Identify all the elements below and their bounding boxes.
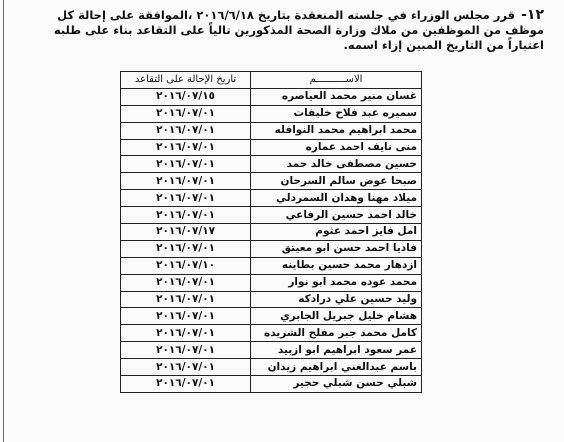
resolution-text [24, 8, 544, 53]
table-row [121, 291, 422, 308]
retirement-date: ٢٠١٦/٠٧/٠١ [121, 240, 251, 257]
table-row [121, 240, 422, 257]
retirement-date: ٢٠١٦/٠٧/٠١ [121, 173, 251, 190]
retirement-date: ٢٠١٦/٠٧/٠١ [121, 376, 251, 393]
employee-name: باسم عبدالغني ابراهيم زيدان [251, 359, 422, 376]
page-left-border [3, 0, 4, 442]
employee-name: فاديا احمد حسن ابو معيتق [251, 240, 422, 257]
employee-name: عمر سعود ابراهيم ابو ازبيد [251, 342, 422, 359]
table-row [121, 190, 422, 207]
employee-name: ازدهار محمد حسين بطاينه [251, 257, 422, 274]
table-row [121, 376, 422, 393]
retirement-date: ٢٠١٦/٠٧/٠١ [121, 190, 251, 207]
retirement-date: ٢٠١٦/٠٧/١٠ [121, 257, 251, 274]
retirement-date: ٢٠١٦/٠٧/٠١ [121, 122, 251, 139]
retirement-date: ٢٠١٦/٠٧/٠١ [121, 105, 251, 122]
retirement-date: ٢٠١٦/٠٧/٠١ [121, 325, 251, 342]
employee-name: كامل محمد جبر مفلح الشريده [251, 325, 422, 342]
employee-name: سميره عبد فلاح خليفات [251, 105, 422, 122]
retirement-date: ٢٠١٦/٠٧/١٧ [121, 224, 251, 241]
table-row [121, 156, 422, 173]
employee-name: محمد ابراهيم محمد النوافله [251, 122, 422, 139]
employee-name: امل فايز احمد عثوم [251, 224, 422, 241]
table-row [121, 88, 422, 105]
table-row [121, 308, 422, 325]
resolution-line-2: موظف من الموظفين من ملاك وزارة الصحة المذكورين تالياً على التقاعد بناء على طلبه [53, 23, 544, 37]
employee-name: محمد عوده محمد ابو نوار [251, 274, 422, 291]
item-number: ١٢- [521, 7, 544, 23]
employee-name: منى نايف احمد عماره [251, 139, 422, 156]
resolution-line-1 [24, 8, 544, 23]
resolution-line-1-text: قرر مجلس الوزراء في جلسته المنعقدة بتاريخ ٢٠١٦/٦/١٨ ،الموافقة على إحالة كل [57, 8, 516, 22]
table-row [121, 257, 422, 274]
retirement-date: ٢٠١٦/٠٧/٠١ [121, 342, 251, 359]
table-row [121, 173, 422, 190]
table-header-row [121, 72, 422, 89]
table-row [121, 122, 422, 139]
resolution-line-3: اعتباراً من التاريخ المبين إزاء اسمه. [343, 38, 544, 52]
employee-name: ميلاد مهنا وهدان السمردلي [251, 190, 422, 207]
table-row [121, 342, 422, 359]
employee-name: حسين مصطفى خالد حمد [251, 156, 422, 173]
name-column-header: الاســــــــــم [251, 72, 422, 89]
table-row [121, 224, 422, 241]
table-body [121, 88, 422, 392]
table-row [121, 274, 422, 291]
retirement-date: ٢٠١٦/٠٧/٠١ [121, 359, 251, 376]
retirement-date: ٢٠١٦/٠٧/١٥ [121, 88, 251, 105]
retirement-date: ٢٠١٦/٠٧/٠١ [121, 207, 251, 224]
table-row [121, 139, 422, 156]
table-row [121, 325, 422, 342]
retirees-table [120, 71, 422, 393]
employee-name: هشام خليل جبريل الجابري [251, 308, 422, 325]
retirement-date: ٢٠١٦/٠٧/٠١ [121, 308, 251, 325]
employee-name: خالد احمد حسين الرفاعي [251, 207, 422, 224]
date-column-header: تاريخ الإحالة على التقاعد [121, 72, 251, 89]
table-row [121, 207, 422, 224]
employee-name: شبلي حسن شبلي حجير [251, 376, 422, 393]
retirement-date: ٢٠١٦/٠٧/٠١ [121, 156, 251, 173]
employee-name: وليد حسين علي درادكه [251, 291, 422, 308]
retirement-date: ٢٠١٦/٠٧/٠١ [121, 274, 251, 291]
retirement-date: ٢٠١٦/٠٧/٠١ [121, 291, 251, 308]
retirement-date: ٢٠١٦/٠٧/٠١ [121, 139, 251, 156]
table-row [121, 359, 422, 376]
table-row [121, 105, 422, 122]
employee-name: صبحا عوض سالم السرحان [251, 173, 422, 190]
employee-name: غسان منير محمد العياصره [251, 88, 422, 105]
